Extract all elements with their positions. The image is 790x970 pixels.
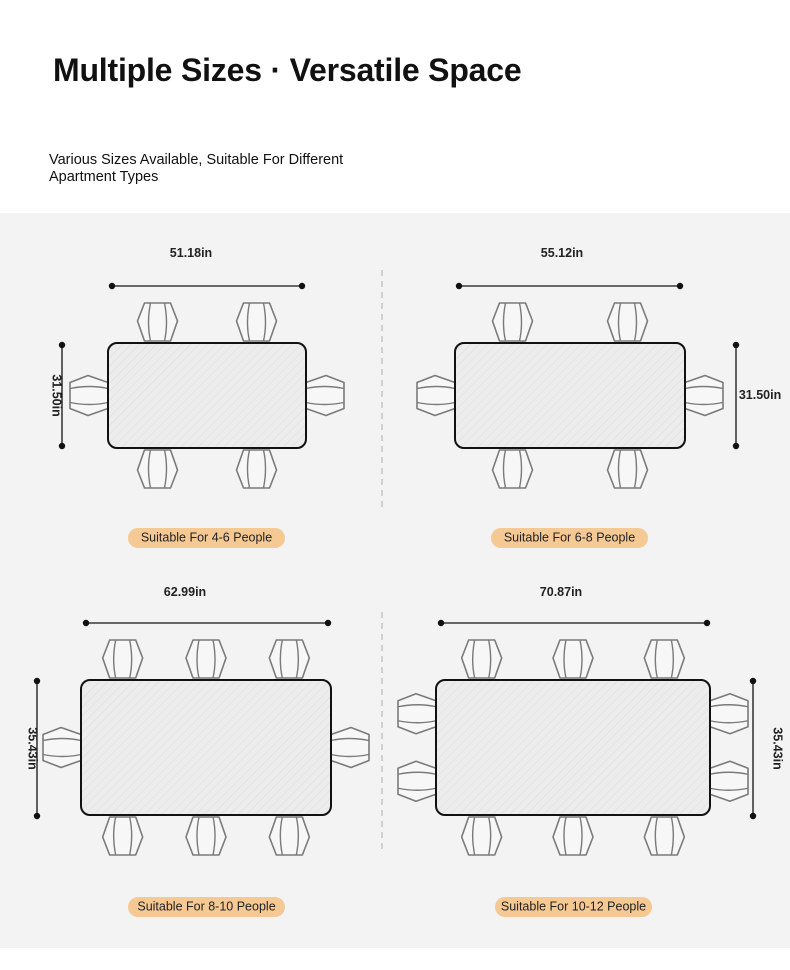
chair-icon bbox=[186, 640, 226, 678]
table-layout-1 bbox=[50, 246, 344, 548]
chair-icon bbox=[186, 817, 226, 855]
chair-icon bbox=[103, 640, 143, 678]
chair-icon bbox=[553, 640, 593, 678]
dimension-endpoint bbox=[750, 678, 756, 684]
dimension-endpoint bbox=[325, 620, 331, 626]
width-label: 51.18in bbox=[169, 246, 213, 260]
chair-icon bbox=[417, 376, 455, 416]
dimension-endpoint bbox=[677, 283, 683, 289]
chair-icon bbox=[462, 640, 502, 678]
table-layout-4 bbox=[398, 585, 785, 917]
chair-icon bbox=[138, 303, 178, 341]
capacity-label: Suitable For 6-8 People bbox=[503, 530, 636, 545]
capacity-label: Suitable For 8-10 People bbox=[137, 899, 276, 914]
chair-icon bbox=[306, 376, 344, 416]
chair-icon bbox=[138, 450, 178, 488]
dimension-endpoint bbox=[109, 283, 115, 289]
chair-icon bbox=[493, 450, 533, 488]
chair-icon bbox=[685, 376, 723, 416]
chair-icon bbox=[269, 640, 309, 678]
width-label: 55.12in bbox=[540, 246, 584, 260]
width-label: 62.99in bbox=[163, 585, 207, 599]
chair-icon bbox=[644, 640, 684, 678]
dimension-endpoint bbox=[750, 813, 756, 819]
dimension-endpoint bbox=[59, 342, 65, 348]
width-label: 70.87in bbox=[539, 585, 583, 599]
chair-icon bbox=[608, 303, 648, 341]
chair-icon bbox=[608, 450, 648, 488]
page-subtitle: Various Sizes Available, Suitable For Different Apartment Types bbox=[49, 152, 344, 185]
table-top bbox=[455, 343, 685, 448]
depth-label: 31.50in bbox=[738, 387, 782, 402]
capacity-badge bbox=[491, 528, 648, 548]
chair-icon bbox=[237, 450, 277, 488]
chair-icon bbox=[237, 303, 277, 341]
table-layout-2 bbox=[417, 246, 781, 548]
depth-label: 35.43in bbox=[770, 727, 785, 770]
chair-icon bbox=[553, 817, 593, 855]
chair-icon bbox=[269, 817, 309, 855]
capacity-badge bbox=[128, 897, 285, 917]
table-top bbox=[436, 680, 710, 815]
dimension-endpoint bbox=[456, 283, 462, 289]
dimension-endpoint bbox=[704, 620, 710, 626]
chair-icon bbox=[43, 728, 81, 768]
dimension-endpoint bbox=[34, 813, 40, 819]
chair-icon bbox=[644, 817, 684, 855]
chair-icon bbox=[398, 694, 436, 734]
chair-icon bbox=[331, 728, 369, 768]
capacity-badge bbox=[128, 528, 285, 548]
table-top bbox=[81, 680, 331, 815]
dimension-endpoint bbox=[733, 342, 739, 348]
dimension-endpoint bbox=[34, 678, 40, 684]
capacity-label: Suitable For 10-12 People bbox=[500, 899, 647, 914]
chair-icon bbox=[398, 761, 436, 801]
page-title: Multiple Sizes · Versatile Space bbox=[53, 52, 522, 88]
chair-icon bbox=[462, 817, 502, 855]
dimension-endpoint bbox=[733, 443, 739, 449]
table-top bbox=[108, 343, 306, 448]
capacity-badge bbox=[495, 897, 652, 917]
capacity-label: Suitable For 4-6 People bbox=[140, 530, 273, 545]
depth-label: 35.43in bbox=[25, 727, 40, 770]
chair-icon bbox=[103, 817, 143, 855]
chair-icon bbox=[70, 376, 108, 416]
table-layout-3 bbox=[26, 585, 369, 917]
depth-label: 31.50in bbox=[49, 374, 64, 417]
chair-icon bbox=[710, 694, 748, 734]
dimension-endpoint bbox=[59, 443, 65, 449]
chair-icon bbox=[493, 303, 533, 341]
chair-icon bbox=[710, 761, 748, 801]
dimension-endpoint bbox=[83, 620, 89, 626]
dimension-endpoint bbox=[438, 620, 444, 626]
dimension-endpoint bbox=[299, 283, 305, 289]
